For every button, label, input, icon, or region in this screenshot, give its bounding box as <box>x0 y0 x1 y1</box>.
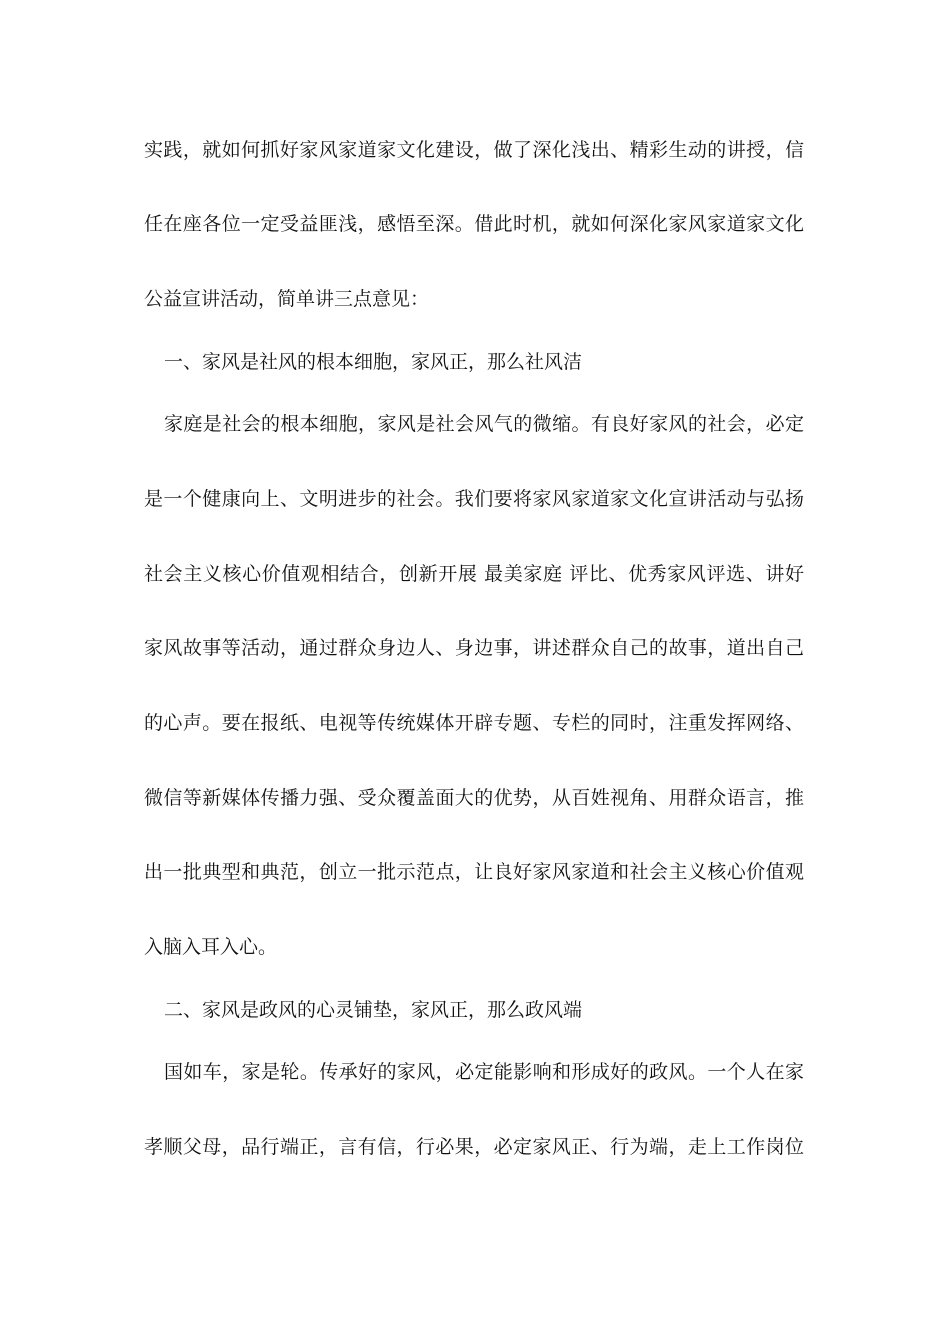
text-line: 是一个健康向上、文明进步的社会。我们要将家风家道家文化宣讲活动与弘扬 <box>144 488 804 510</box>
text-line: 实践，就如何抓好家风家道家文化建设，做了深化浅出、精彩生动的讲授，信 <box>144 139 804 161</box>
text-line: 入脑入耳入心。 <box>144 936 278 958</box>
section-heading: 一、家风是社风的根本细胞，家风正，那么社风洁 <box>164 351 583 373</box>
text-line: 的心声。要在报纸、电视等传统媒体开辟专题、专栏的同时，注重发挥网络、 <box>144 712 804 734</box>
text-line: 社会主义核心价值观相结合，创新开展 最美家庭 评比、优秀家风评选、讲好 <box>144 563 804 585</box>
text-line: 家庭是社会的根本细胞，家风是社会风气的微缩。有良好家风的社会，必定 <box>164 413 804 435</box>
text-line: 任在座各位一定受益匪浅，感悟至深。借此时机，就如何深化家风家道家文化 <box>144 213 804 235</box>
text-line: 家风故事等活动，通过群众身边人、身边事，讲述群众自己的故事，道出自己 <box>144 637 804 659</box>
text-line: 公益宣讲活动，简单讲三点意见： <box>144 288 430 310</box>
text-line: 微信等新媒体传播力强、受众覆盖面大的优势，从百姓视角、用群众语言，推 <box>144 787 804 809</box>
text-line: 出一批典型和典范，创立一批示范点，让良好家风家道和社会主义核心价值观 <box>144 861 804 883</box>
section-heading: 二、家风是政风的心灵铺垫，家风正，那么政风端 <box>164 999 583 1021</box>
text-line: 孝顺父母，品行端正，言有信，行必果，必定家风正、行为端，走上工作岗位 <box>144 1136 804 1158</box>
text-line: 国如车，家是轮。传承好的家风，必定能影响和形成好的政风。一个人在家 <box>164 1061 804 1083</box>
